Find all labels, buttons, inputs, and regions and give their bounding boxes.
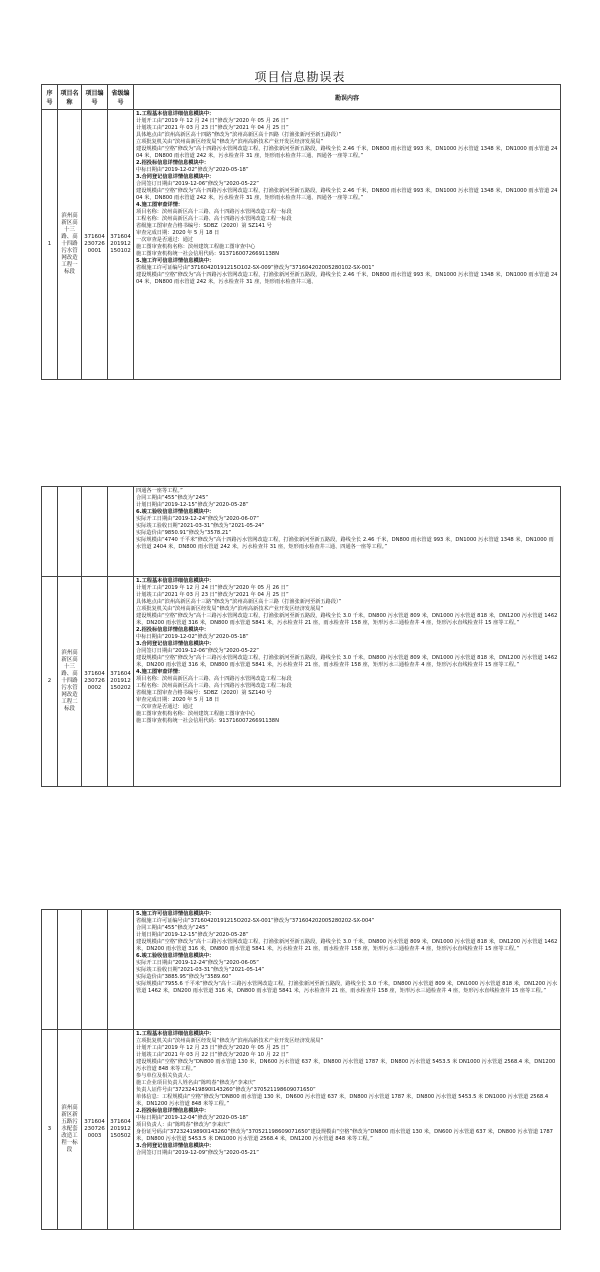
errata-line: 参与单位及相关负责人：: [136, 1073, 194, 1079]
errata-line: 施工图审查机构名称：滨州建筑工程施工图审查中心: [136, 244, 256, 250]
errata-line: 建设规模由“空格”修改为“高十三路污水管网改造工程，打渔张新河至新五路段，路线全长 3.0 千米，DN800 污水管道 809 米，DN1000 污水管道 818 米，DN1200 污水管道 1462 米，DN200 雨水管道 316 米，DN800 雨水管道 5841 米，污水检查井 21 座，雨水检查井 158 座，矩形污水三通检查井 4 座，矩形污水直线检查井 15 座等工程。”: [136, 613, 558, 626]
errata-line: 5.施工许可信息详情信息模块中：: [136, 911, 215, 917]
row-project-code: 371604230726 0001: [82, 110, 108, 380]
page-title: 项目信息勘误表: [254, 70, 346, 84]
errata-line: 建设规模由“空格”修改为“高十四路污水管网改造工程，打渔张新河至新五路段，路线全长 2.46 千米，DN800 雨水管道 993 米，DN1000 污水管道 1348 米，DN1000 雨水管道 2404 米，DN800 雨水管道 242 米，污水检查井 31 座，矩形雨水检查井三通、四通各一座等工程。”: [136, 146, 558, 159]
row-provincial-code: 371604201912 150202: [108, 577, 134, 787]
errata-line: 项目名称：滨州高新区高十三路、高十四路污水管网改造工程二标段: [136, 676, 292, 682]
errata-line: 审查完成日期：2020 年 5 月 18 日: [136, 230, 220, 236]
row-errata-content: [134, 487, 561, 577]
row-errata-content: [134, 1030, 561, 1230]
errata-line: 2.招投标信息详情信息模块中：: [136, 160, 210, 166]
errata-line: 6.竣工验收信息详情信息模块中：: [136, 509, 215, 515]
errata-line: 计划日期由“2019-12-15”修改为“2020-05-28”: [136, 502, 249, 508]
table-row: [42, 1030, 561, 1230]
errata-line: 3.合同登记信息详情信息模块中：: [136, 1143, 215, 1149]
errata-line: 具体地点由“滨州高新区高十四路”修改为“滨州高新区高十四路（打渔张新河至新五路段）”: [136, 132, 342, 138]
errata-line: 负责人证件号由“37232419890I143260”修改为“370521198609071650”: [136, 1087, 316, 1093]
row-project-name: 滨州高新区高十三路、高十四路污水管网改造工程二标段: [58, 577, 82, 787]
errata-line: 1.工程基本信息详细信息模块中：: [136, 111, 215, 117]
errata-line: 立项批复机关由“滨州高新区经发局”修改为“滨州高新技术产业开发区经济发展局”: [136, 139, 324, 145]
errata-line: 6.竣工验收信息详情信息模块中：: [136, 953, 215, 959]
errata-line: 身份证号码由“37232419890I143260”修改为“370521198609071650”建设规模由“空格”修改为“DN800 雨水管道 130 米，DN600 污水管道 637 米，DN800 污水管道 1787 米，DN800 污水管道 5453.5 米 DN1000 污水管道 2568.4 米，DN1200 污水管道 848 米等工程。”: [136, 1129, 553, 1142]
errata-line: 实际竣工验收日期“2021-03-31”修改为“2021-05-24”: [136, 523, 265, 529]
errata-line: 立项批复机关由“滨州高新区经发局”修改为“滨州高新技术产业开发区经济发展局”: [136, 606, 324, 612]
errata-line: 建设规模由“空格”修改为“高十三路污水管网改造工程，打渔张新河至新五路段，路线全长 3.0 千米，DN800 污水管道 809 米，DN1000 污水管道 818 米，DN1200 污水管道 1462 米，DN200 雨水管道 316 米，DN800 雨水管道 5841 米，污水检查井 21 座，雨水检查井 158 座，矩形污水三通检查井 4 座，矩形污水直线检查井 15 座等工程。”: [136, 939, 558, 952]
errata-line: 合同签订日期由“2019-12-09”修改为“2020-05-21”: [136, 1150, 259, 1156]
table-row: [42, 910, 561, 1030]
errata-line: 计划竣工由“2021 年 03 月 23 日”修改为“2021 年 04 月 25 日”: [136, 592, 289, 598]
errata-table-page-2: [41, 486, 561, 787]
row-project-name: 滨州高新区高十三路、高十四路污水管网改造工程一标段: [58, 110, 82, 380]
errata-line: 合同签订日期由“2019-12-06”修改为“2020-05-22”: [136, 648, 259, 654]
row-project-name: 滨州高新区新五路污水配套改造工程一标段: [58, 1030, 82, 1230]
errata-line: 省级施工图审查合格书编号：SDBZ（2020）第 SZ140 号: [136, 690, 272, 696]
row-index: 3: [42, 1030, 58, 1230]
errata-line: 具体地点由“滨州高新区高十三路”修改为“滨州高新区高十三路（打渔张新河至新五路段）”: [136, 599, 342, 605]
errata-line: 项目负责人：由“陈鸣春”修改为“李来庆”: [136, 1122, 230, 1128]
errata-line: 中标日期由“2019-12-04”修改为“2020-05-18”: [136, 1115, 249, 1121]
errata-line: 单体信息：工程规模由“空格”修改为“DN800 雨水管道 130 米，DN600 污水管道 637 米，DN800 污水管道 1787 米，DN800 污水管道 5453.5 米 DN1000 污水管道 2568.4 米，DN1200 污水管道 848 米等工程。”: [136, 1094, 549, 1107]
table-row: [42, 110, 561, 380]
errata-line: 计划开工由“2019 年 12 月 24 日”修改为“2020 年 05 月 26 日”: [136, 585, 289, 591]
errata-line: 中标日期由“2019-12-02”修改为“2020-05-18”: [136, 167, 249, 173]
row-index: 2: [42, 577, 58, 787]
table-row: [42, 487, 561, 577]
errata-line: 合同签订日期由“2019-12-06”修改为“2020-05-22”: [136, 181, 259, 187]
errata-line: 工程名称：滨州高新区高十三路、高十四路污水管网改造工程一标段: [136, 216, 292, 222]
errata-line: 计划开工由“2019 年 12 月 23 日”修改为“2020 年 05 月 25 日”: [136, 1045, 289, 1051]
errata-line: 工程名称：滨州高新区高十三路、高十四路污水管网改造工程二标段: [136, 683, 292, 689]
row-project-code: 371604230726 0003: [82, 1030, 108, 1230]
errata-line: 建设规模由“空格”修改为“DN800 雨水管道 130 米，DN600 污水管道 637 米，DN800 污水管道 1787 米，DN800 污水管道 5453.5 米 DN1000 污水管道 2568.4 米，DN1200 污水管道 848 米等工程。”: [136, 1059, 556, 1072]
errata-line: 5.施工许可信息详情信息模块中：: [136, 258, 215, 264]
errata-line: 2.招投标信息详情信息模块中：: [136, 1108, 210, 1114]
errata-line: 实际开工日期由“2019-12-24”修改为“2020-06-05”: [136, 960, 259, 966]
header-project-code: 项目编号: [82, 85, 108, 110]
errata-line: 立项批复机关由“滨州高新区经发局”修改为“滨州高新技术产业开发区经济发展局”: [136, 1038, 324, 1044]
errata-line: 计划日期由“2019-12-15”修改为“2020-05-28”: [136, 932, 249, 938]
errata-line: 施工企业项目负责人姓名由“陈鸣春”修改为“李来庆”: [136, 1080, 256, 1086]
errata-line: 一次审查是否通过：通过: [136, 237, 194, 243]
errata-line: 4.施工图审查详情：: [136, 669, 184, 675]
errata-line: 计划开工由“2019 年 12 月 24 日”修改为“2020 年 05 月 26 日”: [136, 118, 289, 124]
errata-line: 计划竣工由“2021 年 03 月 23 日”修改为“2021 年 04 月 25 日”: [136, 125, 289, 131]
errata-line: 计划竣工由“2021 年 03 月 22 日”修改为“2020 年 10 月 22 日”: [136, 1052, 289, 1058]
errata-line: 省级施工图审查合格书编号：SDBZ（2020）第 SZ141 号: [136, 223, 272, 229]
errata-line: 项目名称：滨州高新区高十三路、高十四路污水管网改造工程一标段: [136, 209, 292, 215]
errata-line: 中标日期由“2019-12-02”修改为“2020-05-18”: [136, 634, 249, 640]
errata-line: 建设规模由“空格”修改为“高十四路污水管网改造工程，打渔张新河至新五路段，路线全长 2.46 千米，DN800 雨水管道 993 米，DN1000 污水管道 1348 米，DN1000 雨水管道 2404 米，DN800 雨水管道 242 米，污水检查井 31 座，矩形雨水检查井三通、: [136, 272, 558, 285]
errata-line: 3.合同登记信息详情信息模块中：: [136, 174, 215, 180]
errata-line: 合同工期由“455”修改为“245”: [136, 495, 209, 501]
header-project-name: 项目名称: [58, 85, 82, 110]
row-provincial-code: 371604201912 150102: [108, 110, 134, 380]
errata-line: 实际开工日期由“2019-12-24”修改为“2020-06-07”: [136, 516, 259, 522]
errata-table-page-1: [41, 84, 561, 380]
errata-line: 实际造价由“9850.91”修改为“3578.21”: [136, 530, 232, 536]
errata-line: 实际规模由“4740 千平米”修改为“高十四路污水管网改造工程，打渔张新河至新五路段，路线全长 2.46 千米，DN800 雨水管道 993 米，DN1000 污水管道 1348 米，DN1000 雨水管道 2404 米，DN800 雨水管道 242 米，污水检查井 31 座，矩形雨水检查井三通、四通各一座等工程。”: [136, 537, 554, 550]
errata-line: 1.工程基本信息详细信息模块中：: [136, 1031, 215, 1037]
row-project-code: 371604230726 0002: [82, 577, 108, 787]
row-errata-content: [134, 577, 561, 787]
row-provincial-code: 371604201912 150502: [108, 1030, 134, 1230]
errata-line: 省级施工许可证编号由“37160420191215O202-SX-001”修改为“371604202005280202-SX-004”: [136, 918, 375, 924]
table-row: [42, 577, 561, 787]
errata-line: 省级施工许可证编号由“37160420191215O102-SX-009”修改为“371604202005280102-SX-001”: [136, 265, 375, 271]
header-errata-content: 勘误内容: [134, 85, 561, 110]
row-index: 1: [42, 110, 58, 380]
errata-line: 4.施工图审查详情：: [136, 202, 184, 208]
row-errata-content: [134, 910, 561, 1030]
errata-line: 四通各一座等工程。”: [136, 488, 183, 494]
errata-line: 建设规模由“空格”修改为“高十三路污水管网改造工程，打渔张新河至新五路段，路线全长 3.0 千米，DN800 污水管道 809 米，DN1000 污水管道 818 米，DN1200 污水管道 1462 米，DN200 雨水管道 316 米，DN800 雨水管道 5841 米，污水检查井 21 座，雨水检查井 158 座，矩形污水三通检查井 4 座，矩形污水直线检查井 15 座等工程。”: [136, 655, 558, 668]
errata-line: 合同工期由“455”修改为“245”: [136, 925, 209, 931]
errata-line: 1.工程基本信息详细信息模块中：: [136, 578, 215, 584]
table-header-row: [42, 85, 561, 110]
errata-line: 实际竣工验收日期“2021-03-31”修改为“2021-05-14”: [136, 967, 265, 973]
header-provincial-code: 省级编号: [108, 85, 134, 110]
errata-line: 施工图审查机构统一社会信用代码：91371600726691138N: [136, 718, 279, 724]
errata-line: 3.合同登记信息详情信息模块中：: [136, 641, 215, 647]
errata-line: 实际规模由“7955.6 千平米”修改为“高十三路污水管网改造工程，打渔张新河至新五路段，路线全长 3.0 千米，DN800 污水管道 809 米，DN1000 污水管道 818 米，DN1200 污水管道 1462 米，DN200 雨水管道 316 米，DN800 雨水管道 5841 米，污水检查井 21 座，雨水检查井 158 座，矩形污水三通检查井 4 座，矩形污水直线检查井 15 座等工程。”: [136, 981, 558, 994]
errata-line: 建设规模由“空格”修改为“高十四路污水管网改造工程，打渔张新河至新五路段，路线全长 2.46 千米，DN800 雨水管道 993 米，DN1000 污水管道 1348 米，DN1000 雨水管道 2404 米，DN800 雨水管道 242 米，污水检查井 31 座，矩形雨水检查井三通、四通各一座等工程。”: [136, 188, 558, 201]
errata-table-page-3: [41, 909, 561, 1230]
errata-line: 一次审查是否通过：通过: [136, 704, 194, 710]
row-errata-content: [134, 110, 561, 380]
errata-line: 实际造价由“3885.95”修改为“3589.60”: [136, 974, 232, 980]
errata-line: 审查完成日期：2020 年 5 月 18 日: [136, 697, 220, 703]
errata-line: 施工图审查机构统一社会信用代码：91371600726691138N: [136, 251, 279, 257]
errata-line: 2.招投标信息详情信息模块中：: [136, 627, 210, 633]
errata-line: 施工图审查机构名称：滨州建筑工程施工图审查中心: [136, 711, 256, 717]
header-index: 序号: [42, 85, 58, 110]
